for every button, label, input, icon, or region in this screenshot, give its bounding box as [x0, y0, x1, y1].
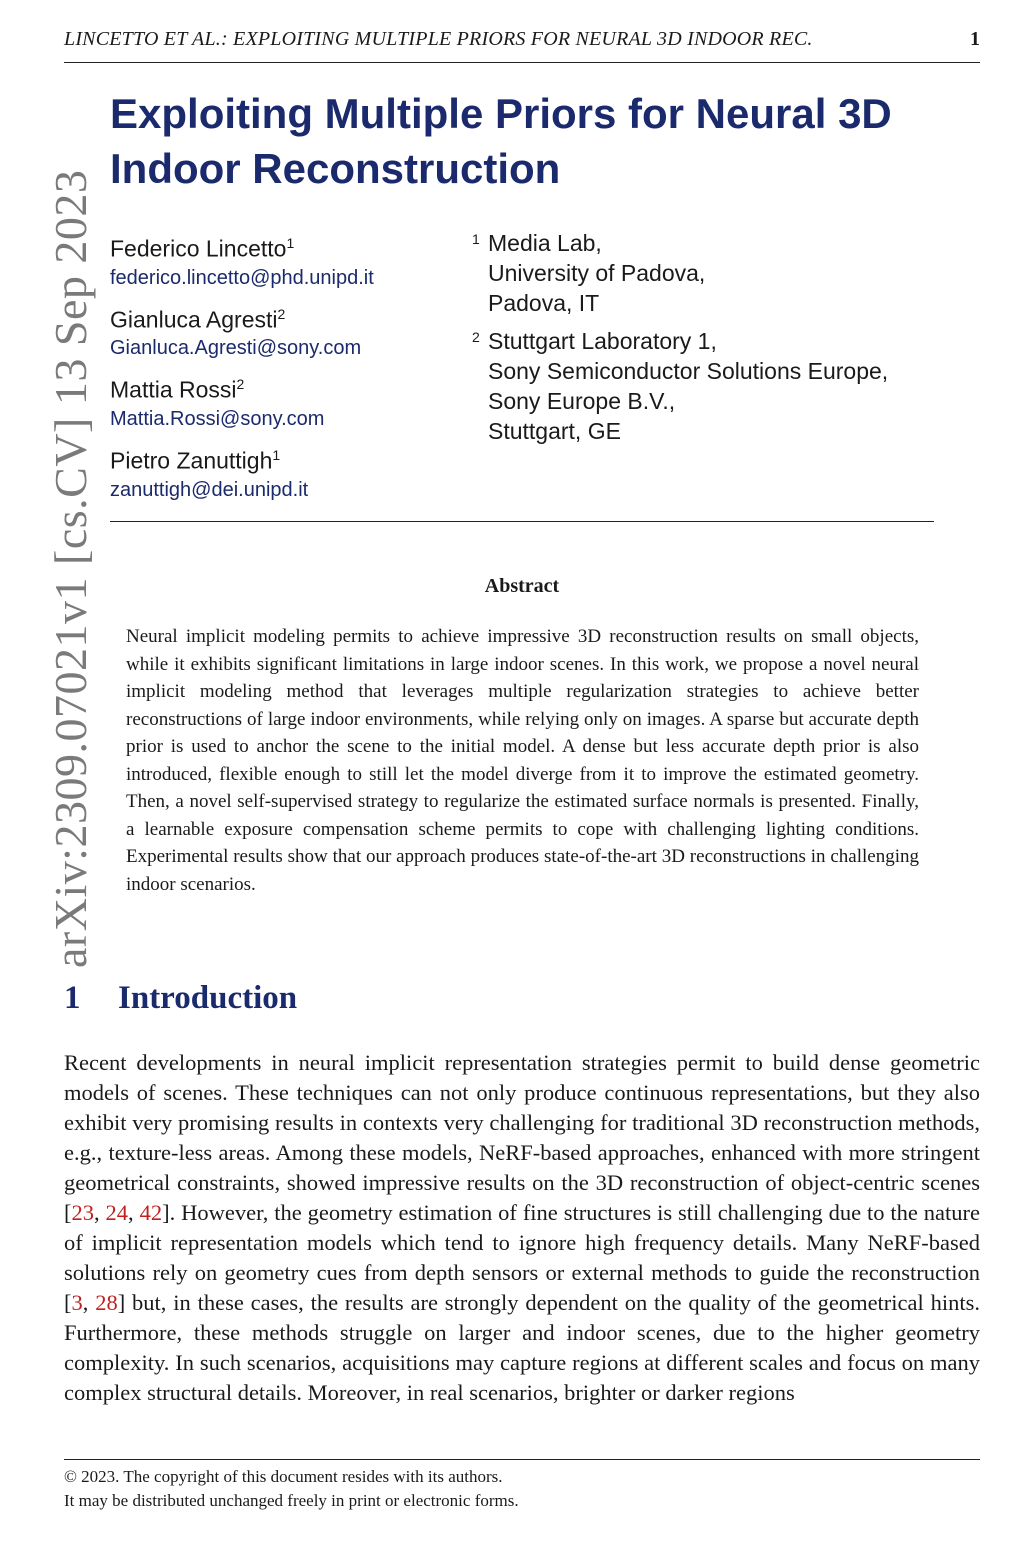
author-list	[110, 228, 470, 511]
copyright-footer: © 2023. The copyright of this document resides with its authors. It may be distributed unchanged freely in print or electronic forms.	[64, 1467, 519, 1510]
affiliation: 1 Media Lab, University of Padova, Padova, IT	[472, 230, 706, 316]
footer-divider	[64, 1459, 980, 1460]
header-divider	[110, 521, 934, 522]
author-name: Mattia Rossi$^2$	[110, 376, 245, 403]
page-number: 1	[970, 28, 980, 50]
section-heading-introduction: 1 Introduction	[64, 980, 298, 1016]
introduction-text: Recent developments in neural implicit representation strategies permit to build dense geometric models of scenes. These techniques can not only produce continuous representations, but they also exhibit very promising results in contexts very challenging for traditional 3D reconstruction methods, e.g., texture-less areas. Among these models, NeRF-based approaches, enhanced with more stringent geometrical constraints, showed impressive results on the 3D reconstruction of object-centric scenes [23, 24, 42]. However, the geometry estimation of fine structures is still challenging due to the nature of implicit representation models which tend to ignore high frequency details. Many NeRF-based solutions rely on geometry cues from depth sensors or external methods to guide the reconstruction [3, 28] but, in these cases, the results are strongly dependent on the quality of the geometrical hints. Furthermore, these methods struggle on larger and indoor scenes, due to the higher geometry complexity. In such scenarios, acquisitions may capture regions at different scales and focus on many complex structural details. Moreover, in real scenarios, brighter or darker regions	[64, 1050, 981, 1405]
running-head-text: LINCETTO ET AL.: EXPLOITING MULTIPLE PRIORS FOR NEURAL 3D INDOOR REC.	[64, 28, 813, 50]
author-email-link[interactable]: Gianluca.Agresti@sony.com	[110, 337, 362, 360]
citation-link[interactable]: 42	[139, 1200, 163, 1225]
citation-link[interactable]: 23	[71, 1200, 94, 1225]
paper-title: Exploiting Multiple Priors for Neural 3D Indoor Reconstruction	[110, 90, 892, 192]
running-head	[64, 24, 980, 63]
author-email-link[interactable]: federico.lincetto@phd.unipd.it	[110, 266, 374, 289]
author-name: Gianluca Agresti$^2$	[110, 305, 286, 333]
citation-link[interactable]: 3	[71, 1290, 83, 1315]
citation-link[interactable]: 28	[95, 1290, 118, 1315]
author-email-link[interactable]: zanuttigh@dei.unipd.it	[110, 478, 309, 501]
abstract-heading: Abstract	[484, 575, 560, 597]
author-name: Pietro Zanuttigh$^1$	[110, 446, 281, 474]
author-email-link[interactable]: Mattia.Rossi@sony.com	[110, 407, 325, 430]
affiliation: 2 Stuttgart Laboratory 1, Sony Semiconductor Solutions Europe, Sony Europe B.V., Stuttgart, GE	[472, 328, 889, 444]
abstract-text: Neural implicit modeling permits to achieve impressive 3D reconstruction results on small objects, while it exhibits significant limitations in large indoor scenes. In this work, we propose a novel neural implicit modeling method that leverages multiple regularization strategies to achieve better reconstructions of large indoor environments, while relying only on images. A sparse but accurate depth prior is used to anchor the scene to the initial model. A dense but less accurate depth prior is also introduced, flexible enough to still let the model diverge from it to improve the estimated geometry. Then, a novel self-supervised strategy to regularize the estimated surface normals is presented. Finally, a learnable exposure compensation scheme permits to cope with challenging lighting conditions. Experimental results show that our approach produces state-of-the-art 3D reconstructions in challenging indoor scenarios.	[126, 626, 919, 895]
citation-link[interactable]: 24	[105, 1200, 129, 1225]
author-name: Federico Lincetto$^1$	[110, 235, 295, 262]
arxiv-stamp: arXiv:2309.07021v1 [cs.CV] 13 Sep 2023	[45, 169, 96, 968]
affiliation-list	[472, 228, 952, 454]
